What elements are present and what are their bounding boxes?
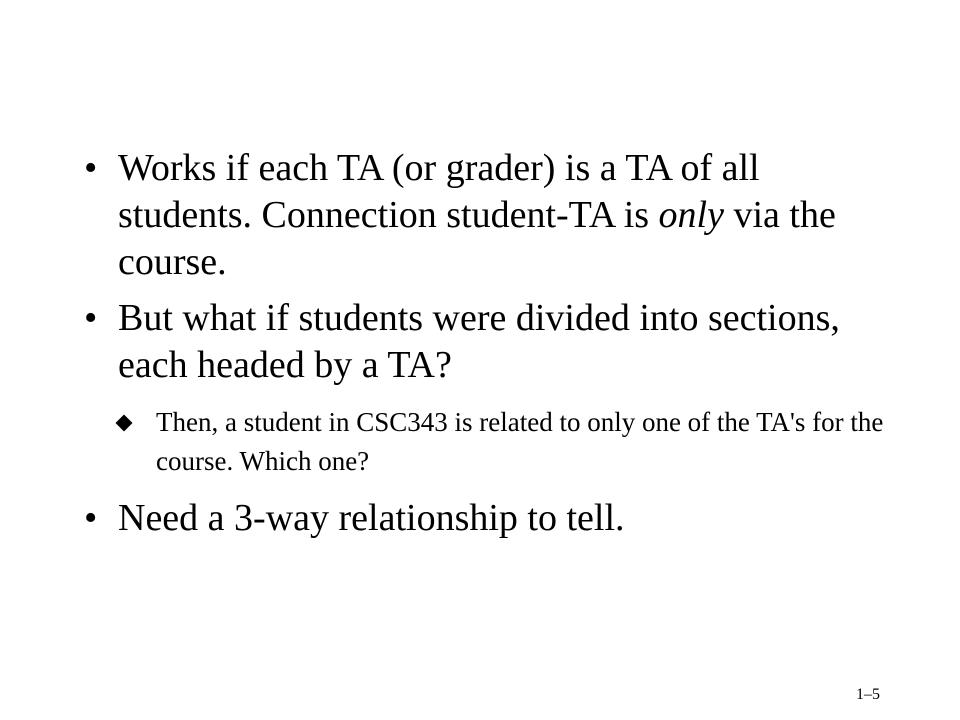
bullet-item [84, 295, 884, 481]
bullet-item [84, 145, 884, 286]
bullet-marker: • [84, 147, 98, 189]
bullet-text-segment: Works if each TA (or grader) is a TA of all students. Connection student-TA is [118, 147, 760, 236]
bullet-marker: • [84, 497, 98, 539]
bullet-list [84, 145, 884, 551]
bullet-text-segment: via the course. [118, 194, 836, 283]
bullet-marker: • [84, 297, 98, 339]
sub-bullet-item [118, 403, 884, 481]
bullet-text: But what if students were divided into sections, each headed by a TA? [118, 297, 840, 386]
bullet-text-emphasis: only [658, 194, 724, 236]
bullet-text: Need a 3-way relationship to tell. [118, 497, 625, 539]
sub-bullet-list [118, 403, 884, 481]
diamond-bullet-icon [116, 415, 133, 432]
sub-bullet-text: Then, a student in CSC343 is related to only one of the TA's for the course. Which one? [156, 407, 884, 476]
bullet-item [84, 495, 884, 542]
bullet-text [118, 147, 836, 283]
slide-number: 1–5 [856, 686, 880, 703]
